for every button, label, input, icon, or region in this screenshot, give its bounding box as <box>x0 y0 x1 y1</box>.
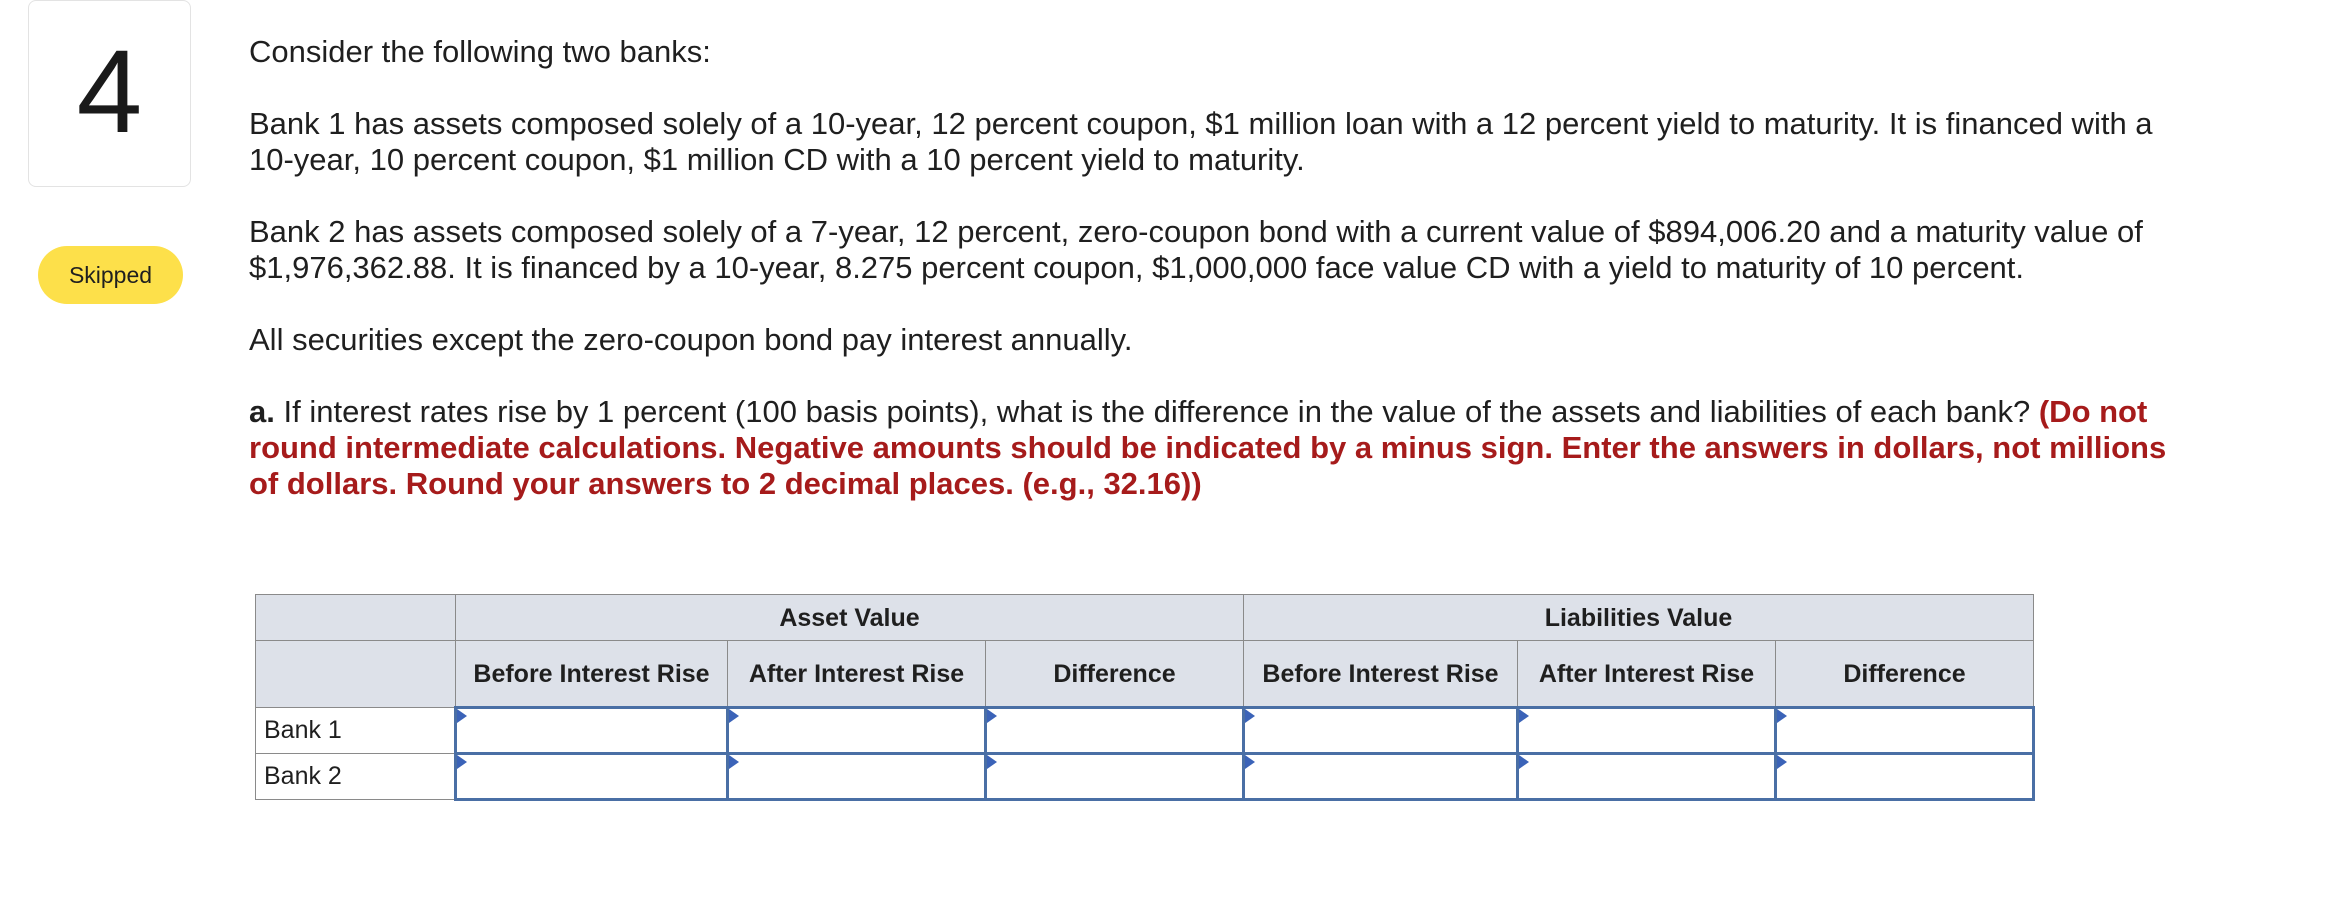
interest-note: All securities except the zero-coupon bond pay interest annually. <box>249 322 1133 357</box>
bank1-asset-difference-input[interactable] <box>987 717 1242 745</box>
bank1-liabilities-after-input[interactable] <box>1519 717 1774 745</box>
part-a-text: If interest rates rise by 1 percent (100 basis points), what is the difference in the value of the assets and liabilities of each bank? <box>283 394 2031 429</box>
bank2-liabilities-before-input[interactable] <box>1245 763 1516 791</box>
row-label-bank-1: Bank 1 <box>256 708 456 754</box>
bank1-liabilities-before-input[interactable] <box>1245 717 1516 745</box>
input-marker-icon <box>1245 755 1255 769</box>
bank2-liabilities-difference-cell <box>1776 754 2034 800</box>
input-marker-icon <box>1245 709 1255 723</box>
liabilities-before-header: Before Interest Rise <box>1244 641 1518 708</box>
header-corner-bottom <box>256 641 456 708</box>
bank2-liabilities-after-input[interactable] <box>1519 763 1774 791</box>
input-marker-icon <box>457 709 467 723</box>
liabilities-after-header: After Interest Rise <box>1518 641 1776 708</box>
question-number: 4 <box>76 25 143 158</box>
asset-before-header: Before Interest Rise <box>456 641 728 708</box>
part-a-question <box>249 394 2169 502</box>
bank1-asset-before-input[interactable] <box>457 717 726 745</box>
bank1-asset-before-cell <box>456 708 728 754</box>
bank1-liabilities-before-cell <box>1244 708 1518 754</box>
bank1-description: Bank 1 has assets composed solely of a 10-year, 12 percent coupon, $1 million loan with a 12 percent yield to maturity. It is financed with a 10-year, 10 percent coupon, $1 million CD with a 10 percent yield to maturity. <box>249 106 2153 177</box>
table-row <box>256 708 2034 754</box>
asset-difference-header: Difference <box>986 641 1244 708</box>
bank1-asset-after-cell <box>728 708 986 754</box>
bank2-asset-before-input[interactable] <box>457 763 726 791</box>
input-marker-icon <box>729 709 739 723</box>
bank2-liabilities-after-cell <box>1518 754 1776 800</box>
bank2-asset-before-cell <box>456 754 728 800</box>
question-content <box>249 34 2169 502</box>
bank2-asset-after-input[interactable] <box>729 763 984 791</box>
asset-value-header: Asset Value <box>456 595 1244 641</box>
input-marker-icon <box>987 755 997 769</box>
liabilities-value-header: Liabilities Value <box>1244 595 2034 641</box>
bank1-asset-after-input[interactable] <box>729 717 984 745</box>
liabilities-difference-header: Difference <box>1776 641 2034 708</box>
input-marker-icon <box>457 755 467 769</box>
input-marker-icon <box>729 755 739 769</box>
row-label-bank-2: Bank 2 <box>256 754 456 800</box>
input-marker-icon <box>1519 709 1529 723</box>
bank2-asset-difference-cell <box>986 754 1244 800</box>
bank2-liabilities-before-cell <box>1244 754 1518 800</box>
bank2-liabilities-difference-input[interactable] <box>1777 763 2032 791</box>
input-marker-icon <box>1777 755 1787 769</box>
table-row <box>256 754 2034 800</box>
bank1-liabilities-difference-input[interactable] <box>1777 717 2032 745</box>
input-marker-icon <box>987 709 997 723</box>
answer-table <box>255 594 2035 801</box>
question-number-box <box>28 0 191 187</box>
input-marker-icon <box>1777 709 1787 723</box>
bank1-asset-difference-cell <box>986 708 1244 754</box>
part-a-label: a. <box>249 394 275 429</box>
intro-text: Consider the following two banks: <box>249 34 711 69</box>
input-marker-icon <box>1519 755 1529 769</box>
bank2-description: Bank 2 has assets composed solely of a 7-year, 12 percent, zero-coupon bond with a current value of $894,006.20 and a maturity value of $1,976,362.88. It is financed by a 10-year, 8.275 percent coupon, $1,000,000 face value CD with a yield to maturity of 10 percent. <box>249 214 2143 285</box>
bank1-liabilities-after-cell <box>1518 708 1776 754</box>
header-corner-top <box>256 595 456 641</box>
bank1-liabilities-difference-cell <box>1776 708 2034 754</box>
bank2-asset-after-cell <box>728 754 986 800</box>
status-badge: Skipped <box>38 246 183 304</box>
part-a-instructions: (Do not round intermediate calculations. Negative amounts should be indicated by a minus sign. Enter the answers in dollars, not millions of dollars. Round your answers to 2 decimal places. (e.g., 32.16)) <box>249 394 2167 501</box>
bank2-asset-difference-input[interactable] <box>987 763 1242 791</box>
asset-after-header: After Interest Rise <box>728 641 986 708</box>
